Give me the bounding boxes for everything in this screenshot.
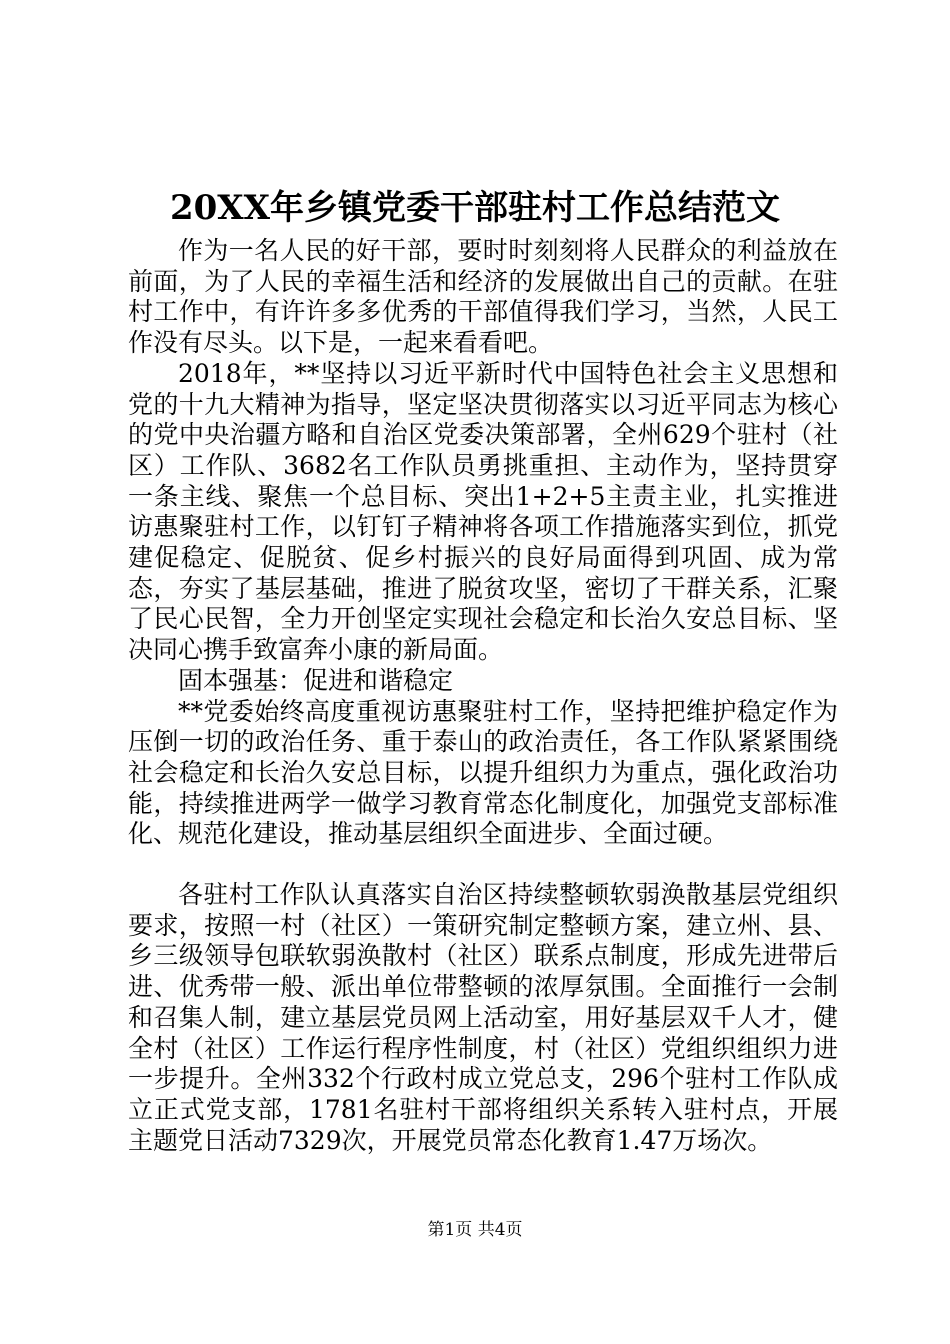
paragraph-intro: 作为一名人民的好干部，要时时刻刻将人民群众的利益放在前面，为了人民的幸福生活和经济的发展做出自己的贡献。在驻村工作中，有许许多多优秀的干部值得我们学习，当然，人民工作没有尽头。以下是，一起来看看吧。 [128, 236, 838, 358]
section-heading: 固本强基：促进和谐稳定 [178, 665, 454, 695]
document-body [128, 236, 838, 1156]
document-title: 20XX年乡镇党委干部驻村工作总结范文 [169, 188, 781, 228]
paragraph-party-committee: **党委始终高度重视访惠聚驻村工作，坚持把维护稳定作为压倒一切的政治任务、重于泰山的政治责任，各工作队紧紧围绕社会稳定和长治久安总目标，以提升组织力为重点，强化政治功能，持续推进两学一做学习教育常态化制度化，加强党支部标准化、规范化建设，推动基层组织全面进步、全面过硬。 [128, 696, 838, 849]
paragraph-2018-summary: 2018年，**坚持以习近平新时代中国特色社会主义思想和党的十九大精神为指导，坚定坚决贯彻落实以习近平同志为核心的党中央治疆方略和自治区党委决策部署，全州629个驻村（社区）工作队、3682名工作队员勇挑重担、主动作为，坚持贯穿一条主线、聚焦一个总目标、突出1+2+5主责主业，扎实推进访惠聚驻村工作，以钉钉子精神将各项工作措施落实到位，抓党建促稳定、促脱贫、促乡村振兴的良好局面得到巩固、成为常态，夯实了基层基础，推进了脱贫攻坚，密切了干群关系，汇聚了民心民智，全力开创坚定实现社会稳定和长治久安总目标、坚决同心携手致富奔小康的新局面。 [128, 358, 838, 665]
page-footer: 第1页 共4页 [427, 1220, 523, 1240]
paragraph-work-teams: 各驻村工作队认真落实自治区持续整顿软弱涣散基层党组织要求，按照一村（社区）一策研究制定整顿方案，建立州、县、乡三级领导包联软弱涣散村（社区）联系点制度，形成先进带后进、优秀带一般、派出单位带整顿的浓厚氛围。全面推行一会制和召集人制，建立基层党员网上活动室，用好基层双千人才，健全村（社区）工作运行程序性制度，村（社区）党组织组织力进一步提升。全州332个行政村成立党总支，296个驻村工作队成立正式党支部，1781名驻村干部将组织关系转入驻村点，开展主题党日活动7329次，开展党员常态化教育1.47万场次。 [128, 880, 838, 1155]
